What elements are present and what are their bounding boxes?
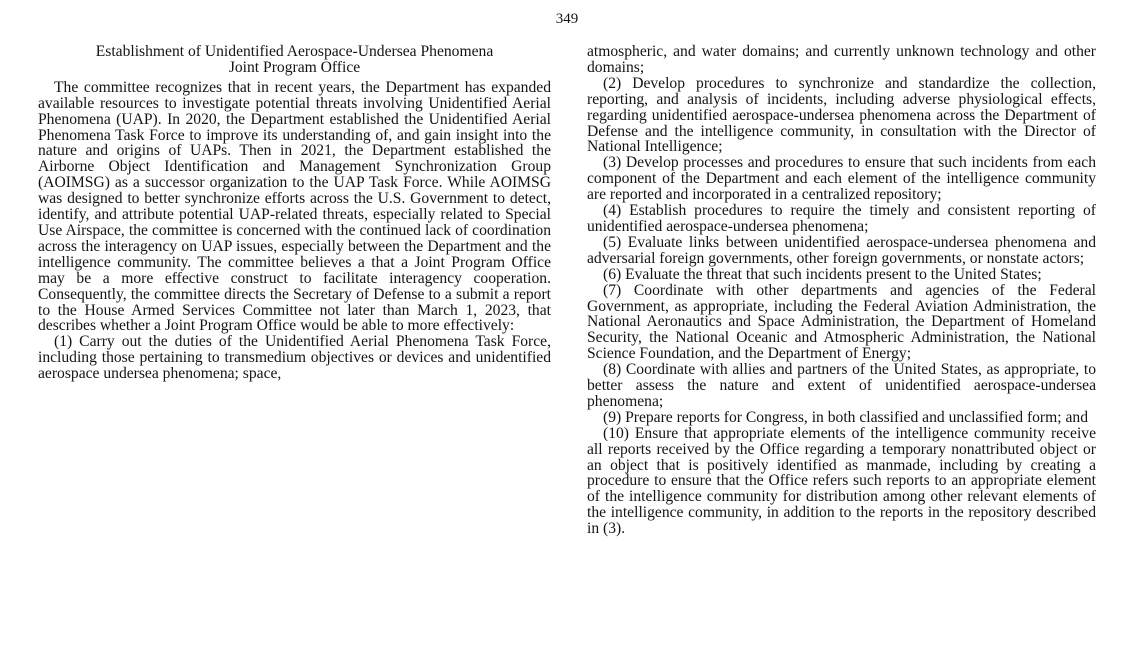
- list-item-9: (9) Prepare reports for Congress, in both classified and unclassified form; and: [603, 408, 1089, 426]
- section-heading-line2: Joint Program Office: [228, 58, 361, 76]
- left-column: [38, 44, 551, 382]
- page-number: 349: [555, 11, 579, 27]
- list-item-1-start: (1) Carry out the duties of the Unidentified Aerial Phenomena Task Force, including those pertaining to transmedium objectives or devices and unidentified aerospace undersea phenomena; space,: [38, 333, 551, 383]
- section-heading-line1: Establishment of Unidentified Aerospace-Undersea Phenomena: [95, 43, 494, 60]
- list-item-3: (3) Develop processes and procedures to ensure that such incidents from each component of the Department and each element of the intelligence community are reported and incorporated in a centralized repository;: [587, 154, 1096, 204]
- list-item-8: (8) Coordinate with allies and partners of the United States, as appropriate, to better assess the nature and extent of unidentified aerospace-undersea phenomena;: [587, 361, 1096, 410]
- right-column: [587, 44, 1096, 537]
- list-item-2: (2) Develop procedures to synchronize and standardize the collection, reporting, and analysis of incidents, including adverse physiological effects, regarding unidentified aerospace-undersea phenomena across the Department of Defense and the intelligence community, in consultation with the Director of National Intelligence;: [587, 74, 1096, 156]
- list-item-7: (7) Coordinate with other departments and agencies of the Federal Government, as appropriate, including the Federal Aviation Administration, the National Aeronautics and Space Administration, the Department of Homeland Security, the National Oceanic and Atmospheric Administration, the National Science Foundation, and the Department of Energy;: [587, 281, 1096, 363]
- list-item-6: (6) Evaluate the threat that such incidents present to the United States;: [603, 265, 1042, 283]
- intro-paragraph: The committee recognizes that in recent years, the Department has expanded available resources to investigate potential threats involving Unidentified Aerial Phenomena (UAP). In 2020, the Department established the Unidentified Aerial Phenomena Task Force to improve its understanding of, and gain insight into the nature and origins of UAPs. Then in 2021, the Department established the Airborne Object Identification and Management Synchronization Group (AOIMSG) as a successor organization to the UAP Task Force. While AOIMSG was designed to better synchronize efforts across the U.S. Government to detect, identify, and attribute potential UAP-related threats, especially related to Special Use Airspace, the committee is concerned with the continued lack of coordination across the interagency on UAP issues, especially between the Department and the intelligence community. The committee believes a that a Joint Program Office may be a more effective construct to facilitate interagency cooperation. Consequently, the committee directs the Secretary of Defense to a submit a report to the House Armed Services Committee not later than March 1, 2023, that describes whether a Joint Program Office would be able to more effectively:: [38, 78, 551, 335]
- section-heading: [38, 44, 551, 76]
- list-item-1-end: atmospheric, and water domains; and currently unknown technology and other domains;: [587, 43, 1096, 76]
- list-item-10: (10) Ensure that appropriate elements of the intelligence community receive all reports received by the Office regarding a temporary nonattributed object or an object that is positively identified as manmade, including by creating a procedure to ensure that the Office refers such reports to an appropriate element of the intelligence community for distribution among other relevant elements of the intelligence community, in addition to the reports in the repository described in (3).: [587, 424, 1096, 538]
- list-item-4: (4) Establish procedures to require the timely and consistent reporting of unidentified aerospace-undersea phenomena;: [587, 202, 1096, 235]
- list-item-5: (5) Evaluate links between unidentified aerospace-undersea phenomena and adversarial foreign governments, other foreign governments, or nonstate actors;: [587, 233, 1096, 267]
